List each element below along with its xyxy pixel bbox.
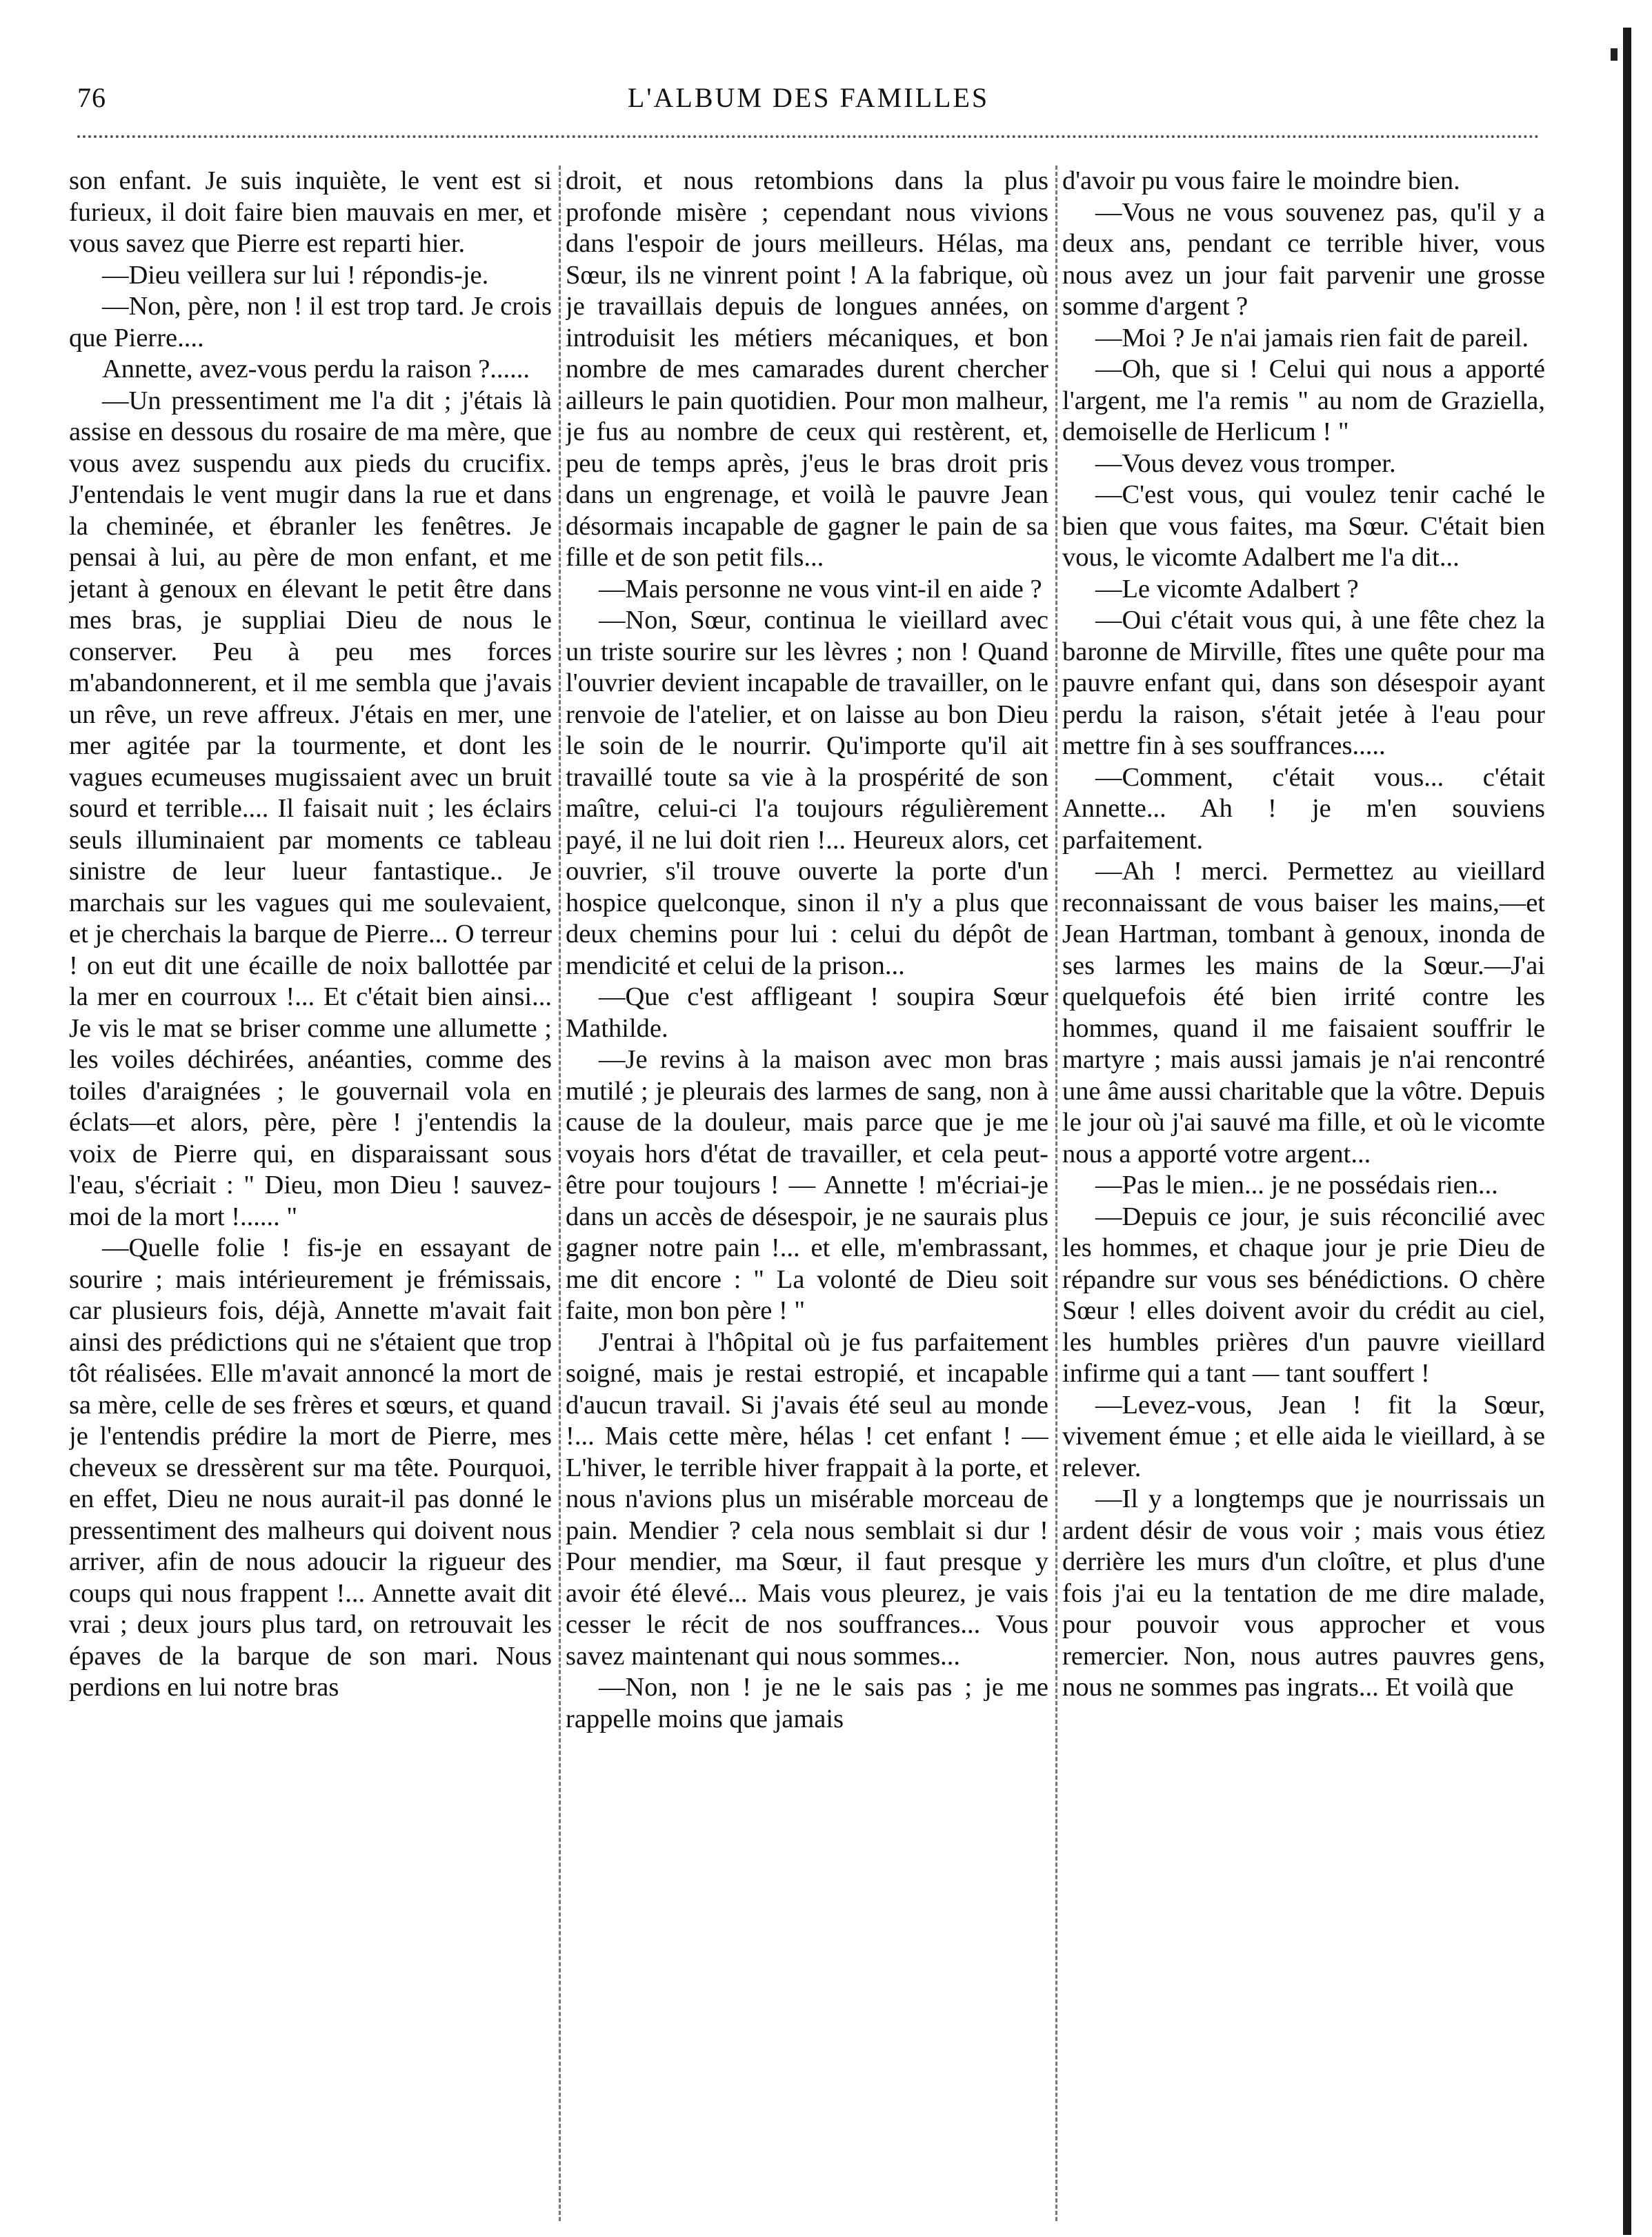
paragraph: —Depuis ce jour, je suis réconcilié avec les hommes, et chaque jour je prie Dieu de répandre sur vous ses bénédictions. O chère Sœur ! elles doivent avoir du crédit au ciel, les humbles prières d'un pauvre vieillard infirme qui a tant — tant souffert ! — [1062, 1202, 1545, 1388]
paragraph: —Le vicomte Adalbert ? — [1095, 574, 1359, 604]
paragraph: —Comment, c'était vous... c'était Annette... Ah ! je m'en souviens parfaitement. — [1062, 762, 1545, 855]
paragraph: —Il y a longtemps que je nourrissais un ardent désir de vous voir ; mais vous étiez derrière les murs d'un cloître, et plus d'une fois j'ai eu la tentation de me dire malade, pour pouvoir vous approcher et vous remercier. Non, nous autres pauvres gens, nous ne sommes pas ingrats... Et voilà que — [1062, 1484, 1545, 1702]
paragraph: —Moi ? Je n'ai jamais rien fait de pareil. — [1095, 323, 1529, 352]
column-1 — [69, 166, 552, 2221]
paragraph: —Je revins à la maison avec mon bras mutilé ; je pleurais des larmes de sang, non à cause de la douleur, mais parce que je me voyais hors d'état de travailler, et cela peut-être pour toujours ! — Annette ! m'écriai-je dans un accès de désespoir, je ne saurais plus gagner notre pain !... et elle, m'embrassant, me dit encore : " La volonté de Dieu soit faite, mon bon père ! " — [566, 1045, 1048, 1325]
paragraph: —Non, père, non ! il est trop tard. Je crois que Pierre.... — [69, 292, 552, 352]
paragraph: —Pas le mien... je ne possédais rien... — [1095, 1171, 1498, 1200]
page-header — [77, 81, 1540, 123]
paragraph: —Vous devez vous tromper. — [1095, 448, 1396, 478]
page-number: 76 — [77, 82, 106, 113]
paragraph: —Non, Sœur, continua le vieillard avec un triste sourire sur les lèvres ; non ! Quand l'ouvrier devient incapable de travailler, on le renvoie de l'atelier, et on laisse au bon Dieu le soin de le nourrir. Qu'importe qu'il ait travaillé toute sa vie à la prospérité de son maître, celui-ci l'a toujours régulièrement payé, il ne lui doit rien !... Heureux alors, cet ouvrier, s'il trouve ouverte la porte d'un hospice quelconque, sinon il n'y a plus que deux chemins pour lui : celui du dépôt de mendicité et celui de la prison... — [566, 606, 1048, 980]
paragraph: J'entrai à l'hôpital où je fus parfaitement soigné, mais je restai estropié, et incapable d'aucun travail. Si j'avais été seul au monde !... Mais cette mère, hélas ! cet enfant ! — L'hiver, le terrible hiver frappait à la porte, et nous n'avions plus un misérable morceau de pain. Mendier ? cela nous semblait si dur ! Pour mendier, ma Sœur, il faut presque y avoir été élevé... Mais vous pleurez, je vais cesser le récit de nos souffrances... Vous savez maintenant qui nous sommes... — [566, 1327, 1048, 1671]
column-3 — [1062, 166, 1545, 2221]
paragraph: —Un pressentiment me l'a dit ; j'étais là assise en dessous du rosaire de ma mère, que vous avez suspendu aux pieds du crucifix. J'entendais le vent mugir dans la rue et dans la cheminée, et ébranler les fenêtres. Je pensai à lui, au père de mon enfant, et me jetant à genoux en élevant le petit être dans mes bras, je suppliai Dieu de nous le conserver. Peu à peu mes forces m'abandonnerent, et il me sembla que j'avais un rêve, un reve affreux. J'étais en mer, une mer agitée par la tourmente, et dont les vagues ecumeuses mugissaient avec un bruit sourd et terrible.... Il faisait nuit ; les éclairs seuls illuminaient par moments ce tableau sinistre de leur lueur fantastique.. Je marchais sur les vagues qui me soulevaient, et je cherchais la barque de Pierre... O terreur ! on eut dit une écaille de noix ballottée par la mer en courroux !... Et c'était bien ainsi... Je vis le mat se briser comme une allumette ; les voiles déchirées, anéanties, comme des toiles d'araignées ; le gouvernail vola en éclats—et alors, père, père ! j'entendis la voix de Pierre qui, en disparaissant sous l'eau, s'écriait : " Dieu, mon Dieu ! sauvez-moi de la mort !...... " — [69, 386, 552, 1231]
paragraph: Annette, avez-vous perdu la raison ?...... — [102, 355, 530, 384]
paragraph: —Levez-vous, Jean ! fit la Sœur, vivement émue ; et elle aida le vieillard, à se relever. — [1062, 1390, 1545, 1482]
paragraph: —Ah ! merci. Permettez au vieillard reconnaissant de vous baiser les mains,—et Jean Hartman, tombant à genoux, inonda de ses larmes les mains de la Sœur.—J'ai quelquefois été bien irrité contre les hommes, quand il me faisaient souffrir le martyre ; mais aussi jamais je n'ai rencontré une âme aussi charitable que la vôtre. Depuis le jour où j'ai sauvé ma fille, et où le vicomte nous a apporté votre argent... — [1062, 857, 1545, 1169]
paragraph: —Que c'est affligeant ! soupira Sœur Mathilde. — [566, 982, 1048, 1043]
paragraph: —Oui c'était vous qui, à une fête chez la baronne de Mirville, fîtes une quête pour ma pauvre enfant qui, dans son désespoir ayant perdu la raison, s'était jetée à l'eau pour mettre fin à ses souffrances..... — [1062, 606, 1545, 760]
paragraph: —Non, non ! je ne le sais pas ; je me rappelle moins que jamais — [566, 1673, 1048, 1733]
paragraph: d'avoir pu vous faire le moindre bien. — [1062, 166, 1460, 195]
paragraph: —Vous ne vous souvenez pas, qu'il y a deux ans, pendant ce terrible hiver, vous nous avez un jour fait parvenir une grosse somme d'argent ? — [1062, 197, 1545, 321]
text-columns — [69, 166, 1545, 2221]
running-title: L'ALBUM DES FAMILLES — [627, 82, 990, 113]
paragraph: —Dieu veillera sur lui ! répondis-je. — [102, 260, 489, 290]
column-2 — [566, 166, 1048, 2221]
margin-mark — [1611, 48, 1618, 61]
column-divider — [1055, 166, 1057, 2221]
column-divider — [559, 166, 561, 2221]
paragraph: —C'est vous, qui voulez tenir caché le bien que vous faites, ma Sœur. C'était bien vous, le vicomte Adalbert me l'a dit... — [1062, 480, 1545, 572]
header-rule — [77, 135, 1540, 138]
paragraph: —Mais personne ne vous vint-il en aide ? — [599, 574, 1042, 604]
paragraph: son enfant. Je suis inquiète, le vent est si furieux, il doit faire bien mauvais en mer, et vous savez que Pierre est reparti hier. — [69, 166, 552, 258]
page-edge-shadow — [1623, 28, 1631, 2235]
paragraph: droit, et nous retombions dans la plus profonde misère ; cependant nous vivions dans l'espoir de jours meilleurs. Hélas, ma Sœur, ils ne vinrent point ! A la fabrique, où je travaillais depuis de longues années, on introduisit les métiers mécaniques, et bon nombre de mes camarades durent chercher ailleurs le pain quotidien. Pour mon malheur, je fus au nombre de ceux qui restèrent, et, peu de temps après, j'eus le bras droit pris dans un engrenage, et voilà le pauvre Jean désormais incapable de gagner le pain de sa fille et de son petit fils... — [566, 166, 1048, 572]
paragraph: —Oh, que si ! Celui qui nous a apporté l'argent, me l'a remis " au nom de Graziella, demoiselle de Herlicum ! " — [1062, 355, 1545, 446]
paragraph: —Quelle folie ! fis-je en essayant de sourire ; mais intérieurement je frémissais, car plusieurs fois, déjà, Annette m'avait fait ainsi des prédictions qui ne s'étaient que trop tôt réalisées. Elle m'avait annoncé la mort de sa mère, celle de ses frères et sœurs, et quand je l'entendis prédire la mort de Pierre, mes cheveux se dressèrent sur ma tête. Pourquoi, en effet, Dieu ne nous aurait-il pas donné le pressentiment des malheurs qui doivent nous arriver, afin de nous adoucir la rigueur des coups qui nous frappent !... Annette avait dit vrai ; deux jours plus tard, on retrouvait les épaves de la barque de son mari. Nous perdions en lui notre bras — [69, 1233, 552, 1702]
